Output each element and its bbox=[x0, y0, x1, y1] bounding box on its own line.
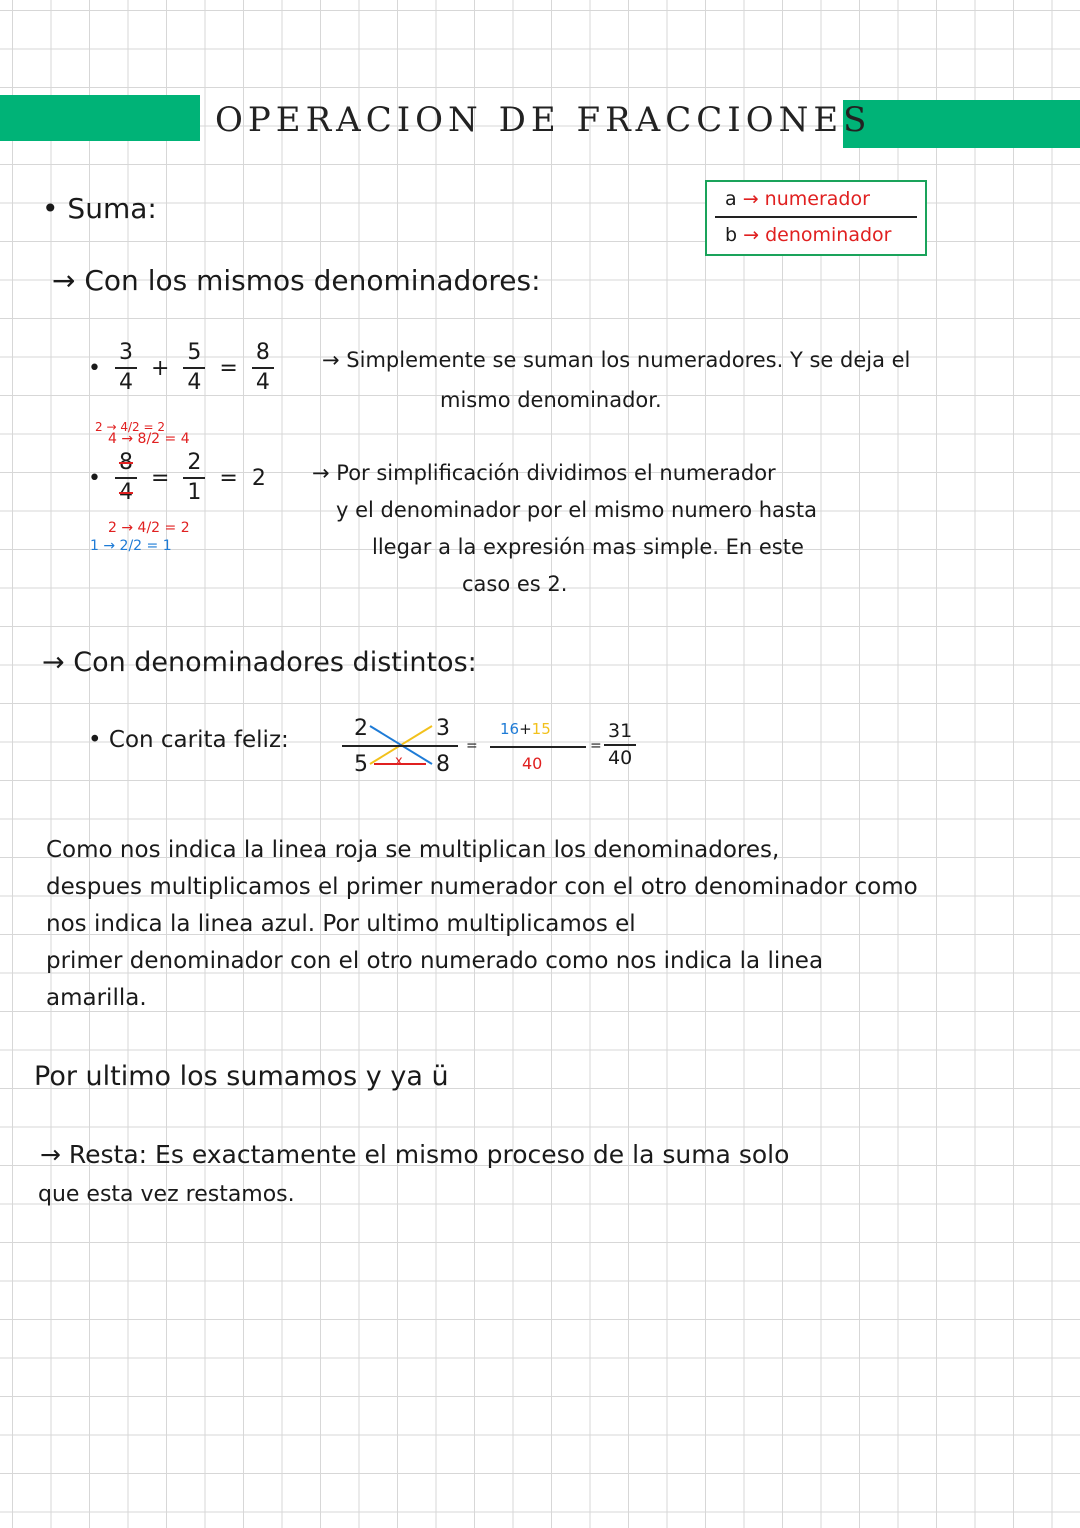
fraction-denominator-1: 5 bbox=[354, 752, 368, 777]
fraction bbox=[183, 452, 205, 504]
paragraph-line: Como nos indica la linea roja se multiplican los denominadores, bbox=[46, 837, 780, 863]
arrow-right-icon: → bbox=[742, 188, 765, 210]
explanation-text: Simplemente se suman los numeradores. Y se deja el bbox=[346, 348, 911, 372]
fraction-denominator-2: 8 bbox=[436, 752, 450, 777]
plus-sign: + bbox=[150, 355, 170, 381]
page-title: OPERACION DE FRACCIONES bbox=[215, 100, 872, 140]
fraction bbox=[252, 342, 274, 394]
explanation-line: y el denominador por el mismo numero hasta bbox=[336, 498, 817, 522]
yellow-product: 15 bbox=[531, 720, 551, 738]
example1-explanation-line2: mismo denominador. bbox=[440, 388, 662, 412]
numerator: 31 bbox=[608, 720, 633, 742]
paragraph-line: despues multiplicamos el primer numerador con el otro denominador como bbox=[46, 874, 918, 900]
same-denominators-text: Con los mismos denominadores: bbox=[84, 264, 541, 297]
legend-box bbox=[705, 180, 927, 256]
example2-note-top2: 4 → 8/2 = 4 bbox=[108, 431, 190, 447]
equals-sign: = bbox=[219, 355, 238, 381]
legend-var-b: b bbox=[725, 224, 738, 246]
mid-fraction-bar bbox=[490, 746, 586, 748]
numerator: 5 bbox=[187, 340, 202, 365]
suma-heading bbox=[42, 190, 157, 227]
same-denominators-heading bbox=[52, 262, 541, 299]
fraction-crossed bbox=[115, 452, 137, 504]
equals-sign: = bbox=[590, 738, 602, 754]
numerator: 3 bbox=[118, 340, 133, 365]
result-fraction bbox=[604, 722, 636, 768]
bullet-icon: • bbox=[42, 192, 68, 225]
denominator: 4 bbox=[183, 367, 205, 394]
header-band-left bbox=[0, 95, 200, 141]
paragraph-line: primer denominador con el otro numerado como nos indica la linea bbox=[46, 948, 824, 974]
header-band-right bbox=[843, 100, 1080, 148]
example2-note-top1: 2 → 4/2 = 2 bbox=[95, 420, 165, 434]
legend-denominator-row bbox=[707, 218, 925, 252]
arrow-right-icon: → bbox=[312, 461, 337, 485]
plus-sign: + bbox=[519, 720, 532, 738]
carita-equation bbox=[340, 712, 660, 782]
explanation-text: Por simplificación dividimos el numerador bbox=[336, 461, 776, 485]
arrow-right-icon: → bbox=[40, 1140, 69, 1169]
denominator: 40 bbox=[604, 744, 636, 768]
carita-label-text: Con carita feliz: bbox=[108, 727, 289, 753]
legend-denominator-label: denominador bbox=[765, 224, 892, 246]
resta-line2: que esta vez restamos. bbox=[38, 1182, 295, 1207]
explanation-line bbox=[312, 455, 932, 492]
numerator: 8 bbox=[118, 450, 133, 475]
closing-line: Por ultimo los sumamos y ya ü bbox=[34, 1061, 449, 1092]
arrow-right-icon: → bbox=[52, 264, 85, 297]
bullet-icon: • bbox=[88, 465, 101, 491]
fraction-numerator-2: 3 bbox=[436, 716, 450, 741]
suma-heading-text: Suma: bbox=[67, 192, 157, 225]
example1-equation bbox=[88, 342, 274, 394]
equals-sign: = bbox=[219, 465, 238, 491]
bullet-icon: • bbox=[88, 355, 101, 381]
resta-text: Resta: Es exactamente el mismo proceso de la suma solo bbox=[68, 1140, 790, 1169]
denominator: 4 bbox=[115, 477, 137, 504]
explanation-paragraph bbox=[46, 832, 1056, 1017]
example2-note-bot2: 1 → 2/2 = 1 bbox=[90, 538, 172, 554]
legend-numerator-row bbox=[715, 182, 917, 218]
arrow-right-icon: → bbox=[743, 224, 766, 246]
carita-label bbox=[88, 722, 289, 759]
equals-sign: = bbox=[150, 465, 170, 491]
example2-equation bbox=[88, 452, 266, 504]
arrow-right-icon: → bbox=[322, 348, 347, 372]
fraction-numerator-1: 2 bbox=[354, 716, 368, 741]
explanation-line: llegar a la expresión mas simple. En este bbox=[372, 535, 804, 559]
diff-denominators-heading bbox=[42, 644, 477, 681]
legend-numerator-label: numerador bbox=[764, 188, 870, 210]
example2-explanation bbox=[312, 455, 932, 603]
example1-explanation-line1 bbox=[322, 342, 910, 379]
times-sign: x bbox=[395, 754, 403, 769]
equals-sign: = bbox=[466, 738, 478, 754]
legend-var-a: a bbox=[725, 188, 737, 210]
paragraph-line: nos indica la linea azul. Por ultimo multiplicamos el bbox=[46, 911, 636, 937]
explanation-line: caso es 2. bbox=[462, 572, 568, 596]
denominator: 4 bbox=[252, 367, 274, 394]
diff-denominators-text: Con denominadores distintos: bbox=[73, 647, 477, 678]
example2-note-bot1: 2 → 4/2 = 2 bbox=[108, 520, 190, 536]
paragraph-line: amarilla. bbox=[46, 985, 147, 1011]
numerator: 2 bbox=[187, 450, 202, 475]
denominator: 4 bbox=[115, 367, 137, 394]
numerator: 8 bbox=[255, 340, 270, 365]
mid-denominator: 40 bbox=[522, 754, 543, 773]
bullet-icon: • bbox=[88, 727, 109, 753]
fraction bbox=[115, 342, 137, 394]
arrow-right-icon: → bbox=[42, 647, 74, 678]
mid-numerator bbox=[500, 720, 551, 738]
blue-product: 16 bbox=[500, 720, 520, 738]
denominator: 1 bbox=[183, 477, 205, 504]
fraction bbox=[183, 342, 205, 394]
resta-line1 bbox=[40, 1136, 789, 1173]
example2-result: 2 bbox=[251, 465, 266, 491]
